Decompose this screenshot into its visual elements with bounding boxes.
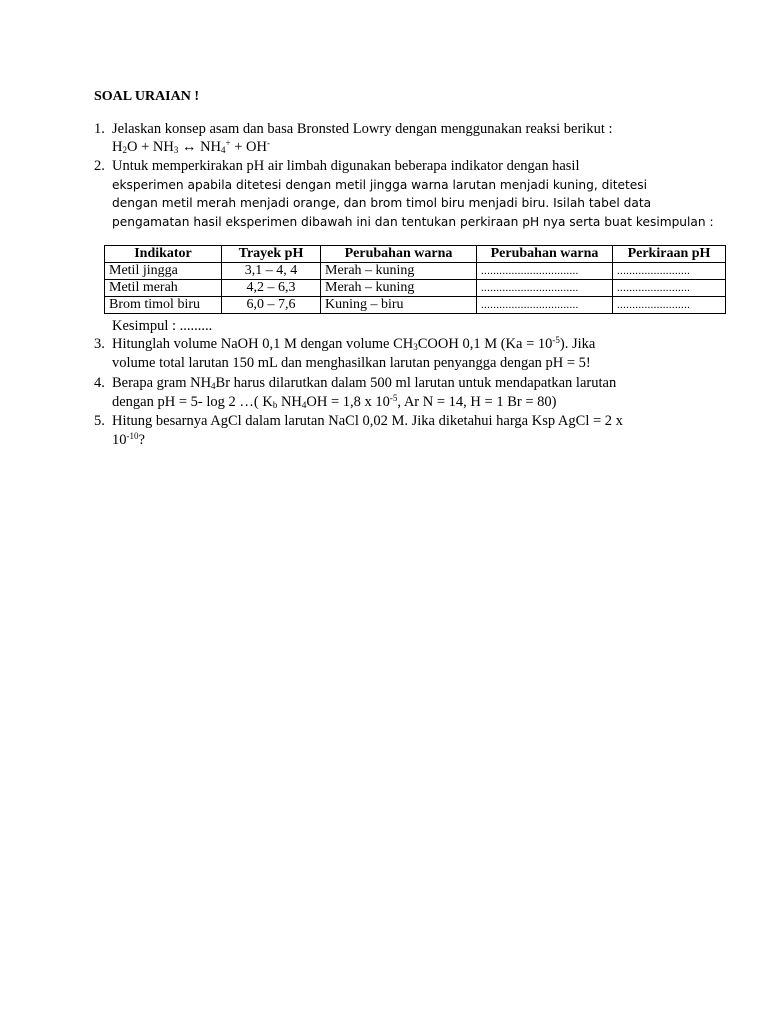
question-text: eksperimen apabila ditetesi dengan metil jingga warna larutan menjadi kuning, ditetesi [112,178,647,192]
question-text-part: Br harus dilarutkan dalam 500 ml larutan untuk mendapatkan larutan [215,375,617,391]
question-text: Hitung besarnya AgCl dalam larutan NaCl 0,02 M. Jika diketahui harga Ksp AgCl = 2 x [112,413,623,429]
question-text: Jelaskan konsep asam dan basa Bronsted Lowry dengan menggunakan reaksi berikut : [112,121,613,137]
question-text: Berapa gram $NH_4Br$ harus dilarutkan dalam 500 ml larutan untuk mendapatkan larutan [112,375,617,391]
question-text: volume total larutan 150 mL dan menghasilkan larutan penyangga dengan pH = 5! [112,355,591,371]
question-number: 3. [94,336,105,352]
column-header: Perubahan warna [477,246,613,263]
blank-answer-cell: ................................ [477,280,613,297]
question-text: Hitunglah volume NaOH 0,1 M dengan volume $CH_3COOH$ 0,1 M $(Ka = 10^{-5})$. Jika [112,335,596,352]
question-number: 1. [94,121,105,137]
table-header-row [105,246,726,263]
table-cell: 3,1 – 4, 4 [222,263,321,280]
blank-answer-cell: ........................ [613,297,726,314]
question-number: 5. [94,413,105,429]
table-cell: 4,2 – 6,3 [222,280,321,297]
table-cell: Metil merah [105,280,222,297]
reaction-equation: $H_2O + NH_3$ ↔ $NH_4^+ + OH^-$ [112,138,270,155]
column-header: Indikator [105,246,222,263]
conclusion-line: Kesimpul : ......... [112,318,213,334]
question-text: pengamatan hasil eksperimen dibawah ini dan tentukan perkiraan pH nya serta buat kesimpulan : [112,215,714,229]
question-text: $10^{-10}$? [112,431,145,448]
table-cell: Merah – kuning [321,280,477,297]
table-row [105,280,726,297]
indicator-table [104,245,726,314]
table-row [105,297,726,314]
blank-answer-cell: ........................ [613,280,726,297]
table-cell: Kuning – biru [321,297,477,314]
column-header: Perubahan warna [321,246,477,263]
column-header: Trayek pH [222,246,321,263]
table-cell: 6,0 – 7,6 [222,297,321,314]
blank-answer-cell: ................................ [477,263,613,280]
table-cell: Brom timol biru [105,297,222,314]
blank-answer-cell: ........................ [613,263,726,280]
question-text: dengan metil merah menjadi orange, dan brom timol biru menjadi biru. Isilah tabel data [112,196,652,210]
blank-answer-cell: ................................ [477,297,613,314]
question-number: 2. [94,158,105,174]
table-cell: Metil jingga [105,263,222,280]
table-row [105,263,726,280]
question-text: Untuk memperkirakan pH air limbah digunakan beberapa indikator dengan hasil [112,158,580,174]
question-number: 4. [94,375,105,391]
page-title: SOAL URAIAN ! [94,89,200,104]
column-header: Perkiraan pH [613,246,726,263]
question-text: dengan pH = 5- log 2 …( $K_b$ $NH_4OH = 1,8$ x $10^{-5}$, Ar N = 14, H = 1 Br = 80) [112,393,557,410]
table-cell: Merah – kuning [321,263,477,280]
